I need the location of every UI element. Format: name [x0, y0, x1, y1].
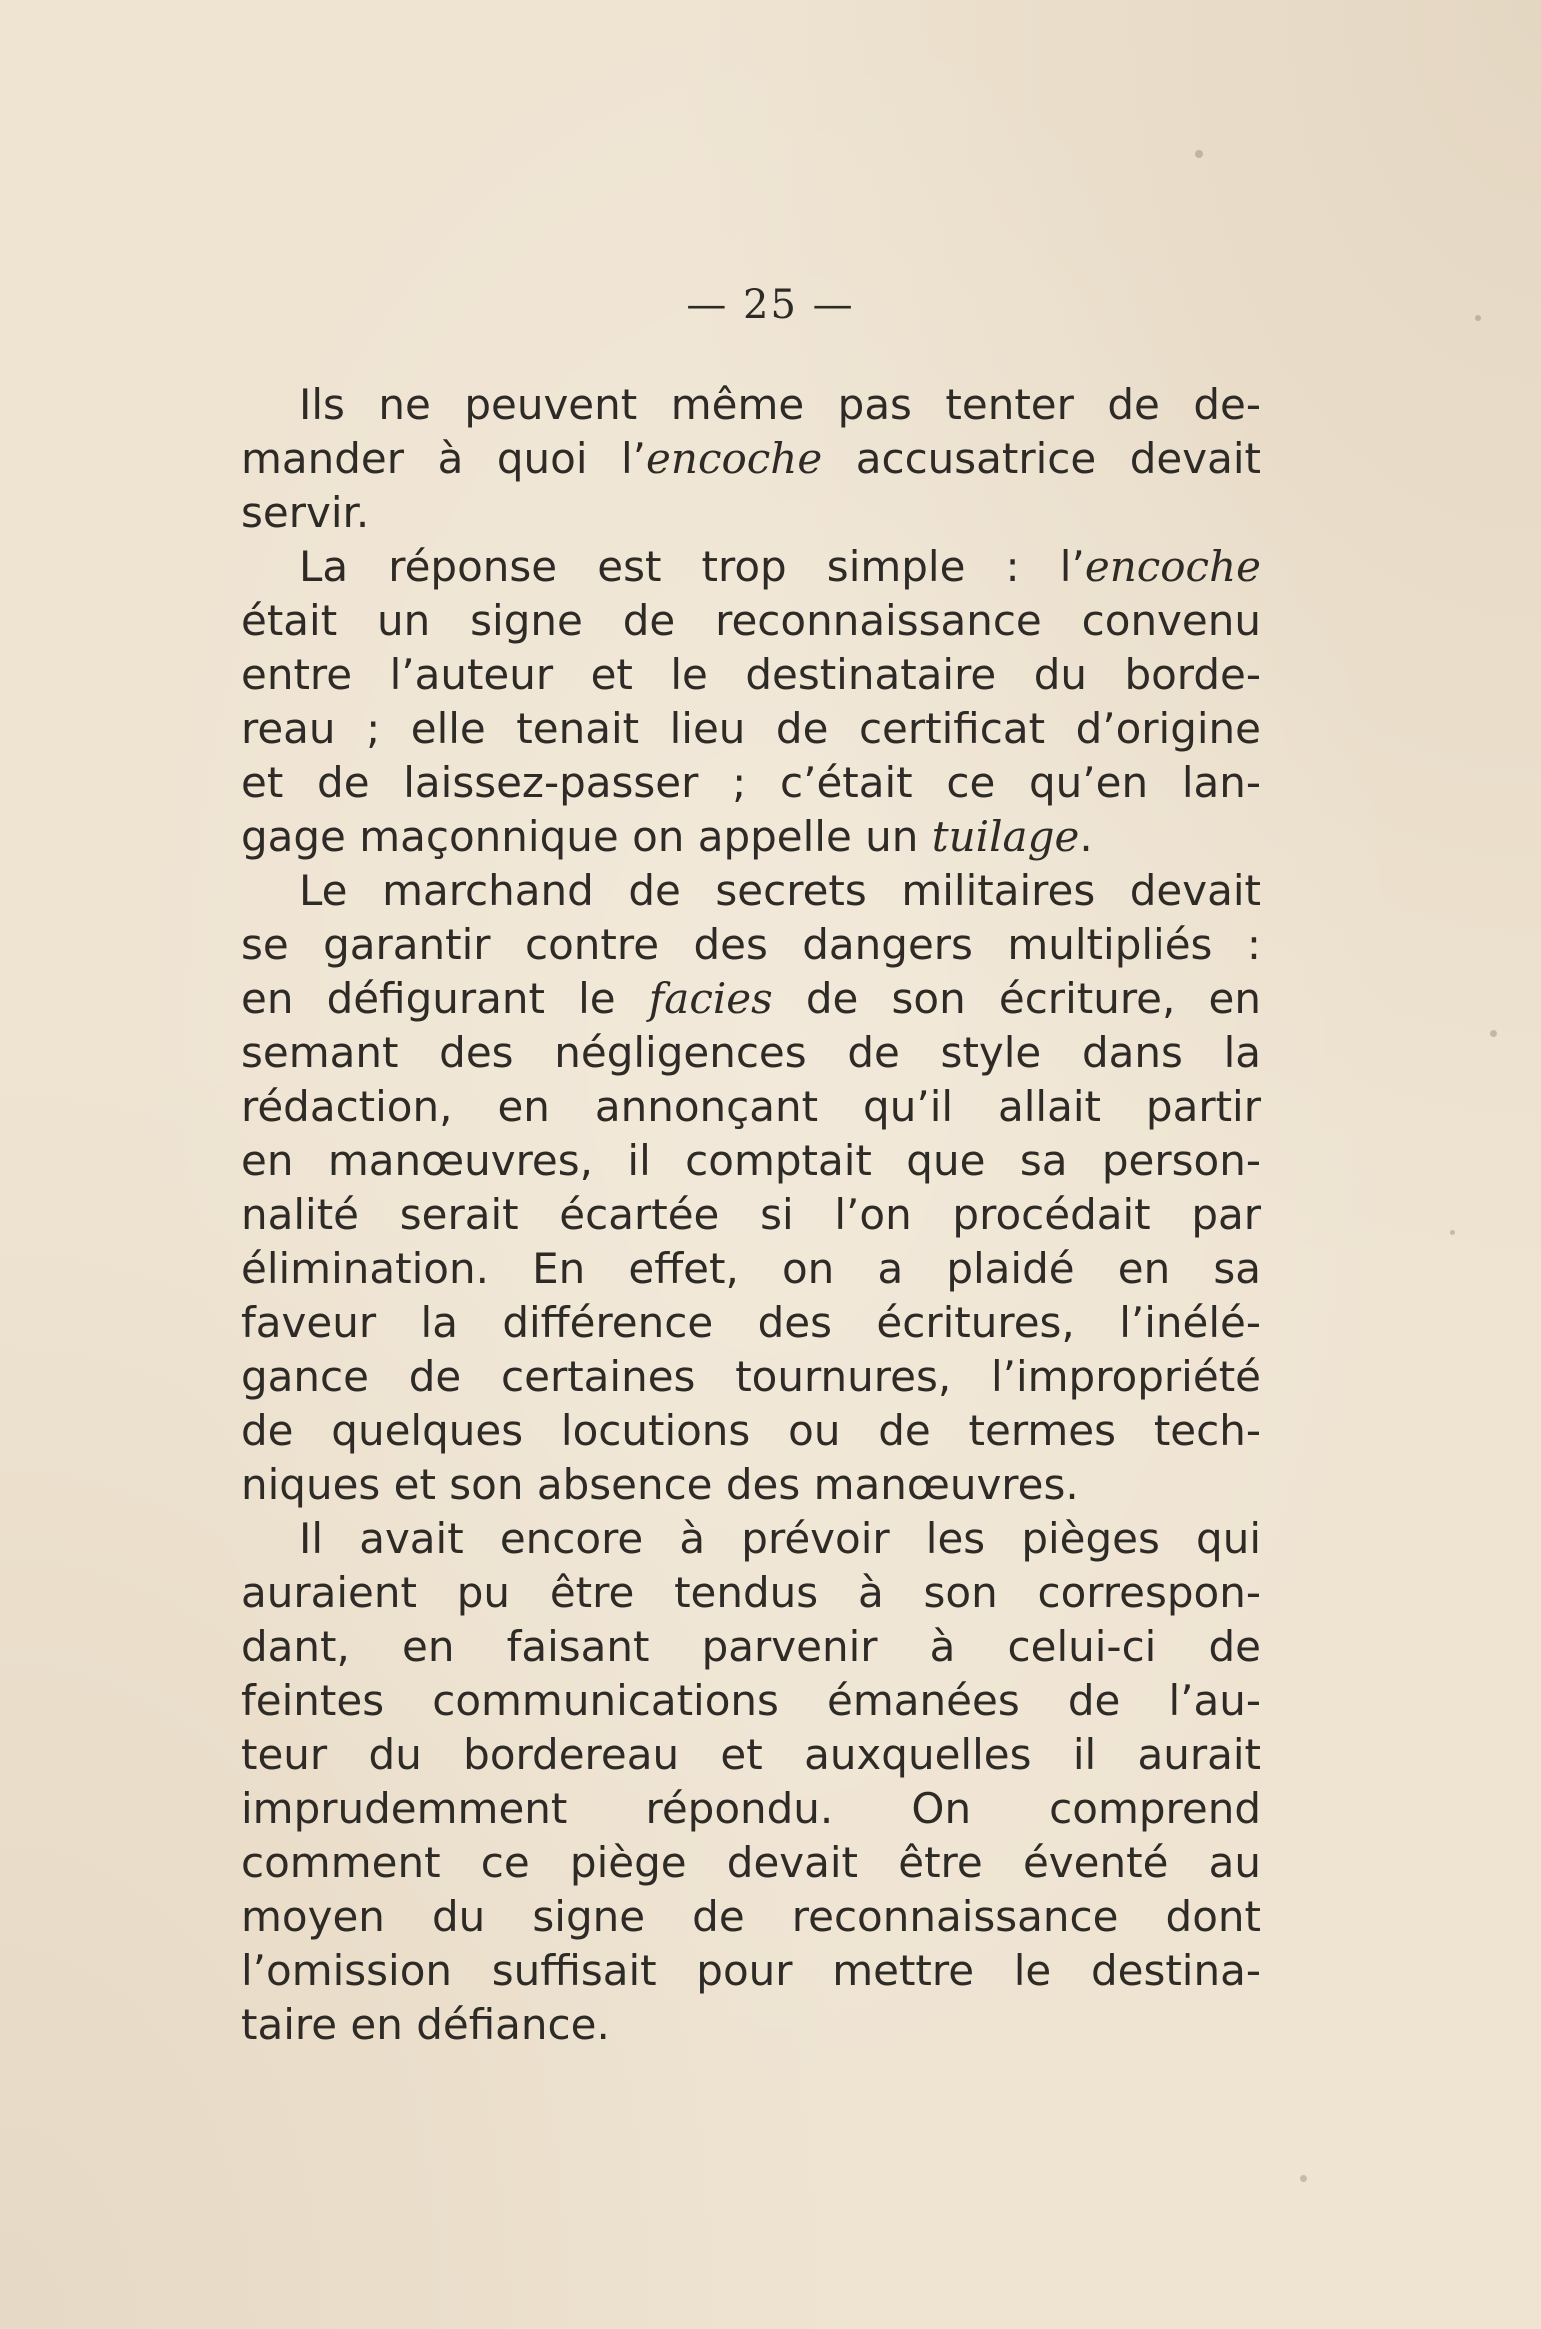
text-line: en manœuvres, il comptait que sa person-: [241, 1136, 1261, 1185]
text-line: taire en défiance.: [241, 2000, 610, 2049]
paper-speck: [1195, 150, 1203, 158]
text-line: nalité serait écartée si l’on procédait par: [241, 1190, 1261, 1239]
text-line: La réponse est trop simple : l’encoche: [299, 542, 1261, 591]
text-line: reau ; elle tenait lieu de certificat d’origine: [241, 704, 1261, 753]
text-line: en défigurant le facies de son écriture, en: [241, 974, 1261, 1023]
text-line: moyen du signe de reconnaissance dont: [241, 1892, 1261, 1941]
paper-speck: [1300, 2175, 1307, 2182]
text-line: Ils ne peuvent même pas tenter de de-: [299, 380, 1261, 429]
text-line: de quelques locutions ou de termes tech-: [241, 1406, 1261, 1455]
text-line: niques et son absence des manœuvres.: [241, 1460, 1079, 1509]
text-line: feintes communications émanées de l’au-: [241, 1676, 1261, 1725]
text-line: et de laissez-passer ; c’était ce qu’en lan-: [241, 758, 1261, 807]
text-line: servir.: [241, 488, 370, 537]
text-line: Il avait encore à prévoir les pièges qui: [299, 1514, 1261, 1563]
text-line: comment ce piège devait être éventé au: [241, 1838, 1261, 1887]
text-line: dant, en faisant parvenir à celui-ci de: [241, 1622, 1261, 1671]
paper-speck: [1450, 1230, 1455, 1235]
text-line: mander à quoi l’encoche accusatrice devait: [241, 434, 1261, 483]
text-line: l’omission suffisait pour mettre le destina-: [241, 1946, 1261, 1995]
text-line: élimination. En effet, on a plaidé en sa: [241, 1244, 1261, 1293]
text-line: Le marchand de secrets militaires devait: [299, 866, 1261, 915]
body-text: [241, 378, 1261, 2052]
text-line: faveur la différence des écritures, l’inélé-: [241, 1298, 1261, 1347]
text-line: était un signe de reconnaissance convenu: [241, 596, 1261, 645]
paper-speck: [1490, 1030, 1497, 1037]
text-line: semant des négligences de style dans la: [241, 1028, 1261, 1077]
text-line: auraient pu être tendus à son correspon-: [241, 1568, 1261, 1617]
text-line: teur du bordereau et auxquelles il aurait: [241, 1730, 1261, 1779]
text-line: gage maçonnique on appelle un tuilage.: [241, 812, 1093, 861]
text-line: gance de certaines tournures, l’impropriété: [241, 1352, 1261, 1401]
text-line: entre l’auteur et le destinataire du borde-: [241, 650, 1261, 699]
text-line: imprudemment répondu. On comprend: [241, 1784, 1261, 1833]
page-number: — 25 —: [686, 282, 855, 328]
text-line: se garantir contre des dangers multipliés :: [241, 920, 1261, 969]
text-line: rédaction, en annonçant qu’il allait partir: [241, 1082, 1261, 1131]
